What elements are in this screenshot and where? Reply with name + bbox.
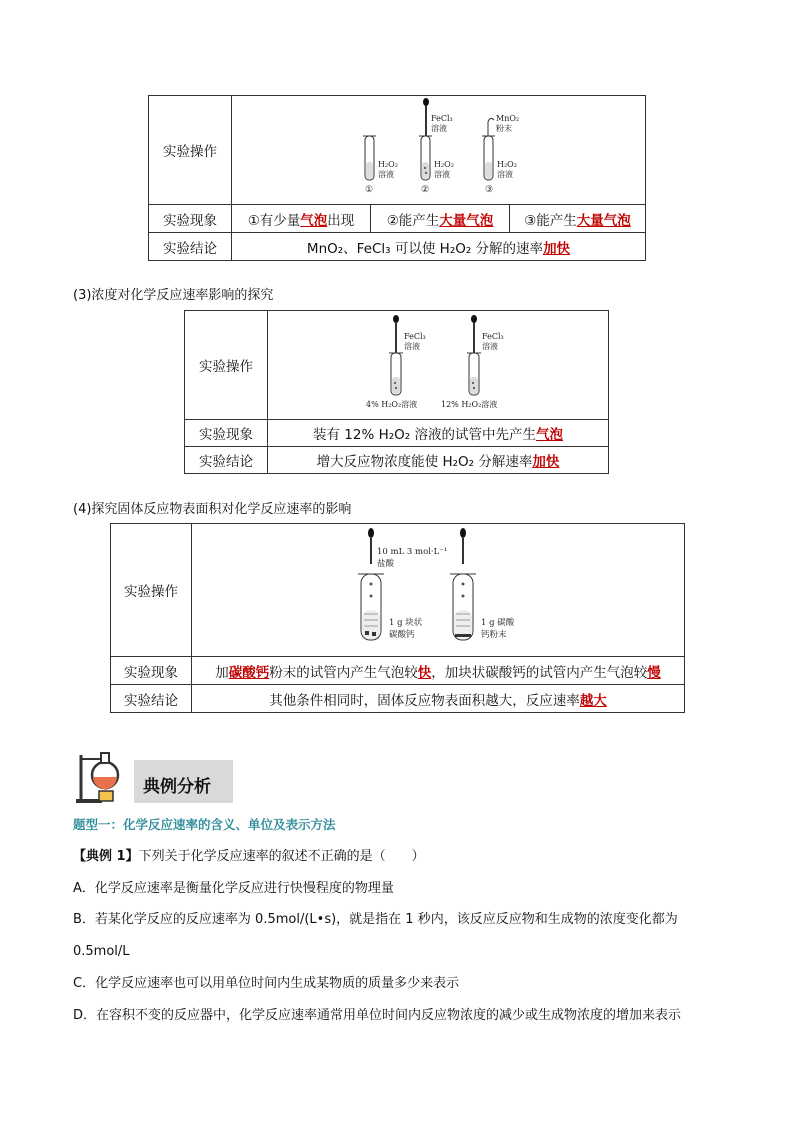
op-figure [268, 311, 609, 420]
conclusion: 其他条件相同时，固体反应物表面积越大，反应速率越大 [192, 685, 685, 713]
svg-text:MnO₂: MnO₂ [495, 114, 519, 123]
obs-label: 实验现象 [185, 420, 268, 447]
obs-1: ①有少量气泡出现 [232, 205, 371, 233]
svg-text:粉末: 粉末 [495, 124, 512, 133]
svg-text:盐酸: 盐酸 [377, 559, 395, 569]
svg-text:②: ② [420, 185, 429, 195]
catalyst-table [148, 95, 646, 261]
obs-label: 实验现象 [149, 205, 232, 233]
svg-text:1 g 碳酸: 1 g 碳酸 [481, 618, 515, 628]
conclusion: 增大反应物浓度能使 H₂O₂ 分解速率加快 [268, 447, 609, 474]
op-figure [232, 96, 646, 205]
option-b-line1: B．若某化学反应的反应速率为 0.5mol/(L•s)，就是指在 1 秒内，该反应反应物和生成物的浓度变化都为 [73, 912, 678, 927]
test-tube-lump [358, 528, 384, 640]
section-4-title: (4)探究固体反应物表面积对化学反应速率的影响 [73, 502, 352, 517]
svg-text:溶液: 溶液 [404, 342, 420, 351]
obs-label: 实验现象 [111, 657, 192, 685]
concentration-apparatus-figure [268, 311, 608, 415]
option-d: D．在容积不变的反应器中，化学反应速率通常用单位时间内反应物浓度的减少或生成物浓度的增加来表示 [73, 1008, 682, 1023]
svg-text:10 mL 3 mol·L⁻¹: 10 mL 3 mol·L⁻¹ [377, 547, 448, 557]
svg-text:碳酸钙: 碳酸钙 [389, 630, 415, 640]
svg-text:H₂O₂: H₂O₂ [433, 160, 454, 169]
option-a: A．化学反应速率是衡量化学反应进行快慢程度的物理量 [73, 881, 394, 896]
catalyst-apparatus-figure [234, 96, 644, 200]
surface-area-table [110, 523, 685, 713]
lab-icon [73, 745, 133, 805]
svg-text:溶液: 溶液 [433, 170, 450, 179]
con-label: 实验结论 [111, 685, 192, 713]
con-label: 实验结论 [185, 447, 268, 474]
type1-title: 题型一：化学反应速率的含义、单位及表示方法 [73, 817, 336, 832]
observation: 装有 12% H₂O₂ 溶液的试管中先产生气泡 [268, 420, 609, 447]
op-figure [192, 524, 685, 657]
concentration-table [184, 310, 609, 474]
svg-text:溶液: 溶液 [496, 170, 513, 179]
svg-text:FeCl₃: FeCl₃ [482, 332, 504, 341]
svg-text:溶液: 溶液 [377, 170, 394, 179]
test-tube-4pct [389, 315, 403, 395]
section-3-title: (3)浓度对化学反应速率影响的探究 [73, 288, 274, 303]
test-tube-1 [363, 136, 376, 180]
svg-text:H₂O₂: H₂O₂ [496, 160, 517, 169]
op-label: 实验操作 [111, 524, 192, 657]
svg-text:4% H₂O₂溶液: 4% H₂O₂溶液 [366, 400, 418, 409]
option-c: C．化学反应速率也可以用单位时间内生成某物质的质量多少来表示 [73, 976, 460, 991]
banner-box [134, 760, 233, 803]
svg-text:12% H₂O₂溶液: 12% H₂O₂溶液 [441, 400, 498, 409]
example-stem: 【典例 1】下列关于化学反应速率的叙述不正确的是（ ） [73, 849, 425, 864]
svg-text:溶液: 溶液 [430, 124, 447, 133]
svg-text:1 g 块状: 1 g 块状 [389, 618, 423, 628]
svg-text:钙粉末: 钙粉末 [481, 630, 507, 640]
test-tube-powder [450, 528, 476, 640]
test-tube-12pct [467, 315, 481, 395]
surface-area-apparatus-figure [193, 524, 683, 652]
svg-text:溶液: 溶液 [482, 342, 498, 351]
con-label: 实验结论 [149, 233, 232, 261]
svg-text:H₂O₂: H₂O₂ [377, 160, 398, 169]
svg-text:③: ③ [484, 185, 493, 195]
obs-2: ②能产生大量气泡 [371, 205, 510, 233]
option-b-line2: 0.5mol/L [73, 944, 130, 959]
op-label: 实验操作 [149, 96, 232, 205]
banner-title: 典例分析 [143, 777, 211, 797]
test-tube-2 [419, 98, 432, 180]
obs-3: ③能产生大量气泡 [510, 205, 646, 233]
op-label: 实验操作 [185, 311, 268, 420]
observation: 加碳酸钙粉末的试管内产生气泡较快，加块状碳酸钙的试管内产生气泡较慢 [192, 657, 685, 685]
svg-text:①: ① [364, 185, 373, 195]
test-tube-3 [482, 118, 495, 180]
conclusion: MnO₂、FeCl₃ 可以使 H₂O₂ 分解的速率加快 [232, 233, 646, 261]
svg-text:FeCl₃: FeCl₃ [404, 332, 426, 341]
svg-text:FeCl₃: FeCl₃ [430, 114, 453, 123]
